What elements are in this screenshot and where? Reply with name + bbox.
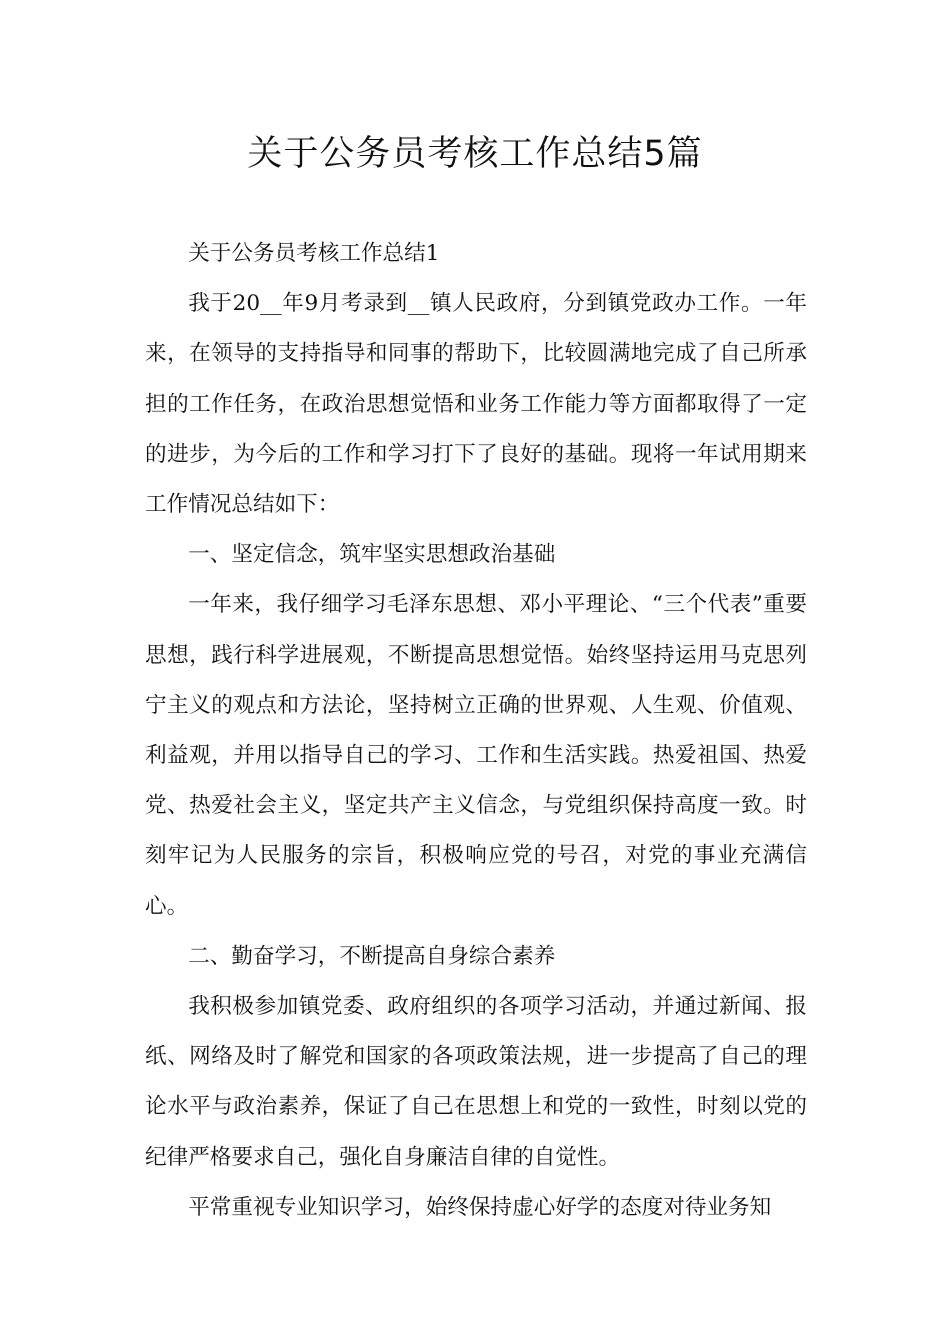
section-heading-belief: 一、坚定信念，筑牢坚实思想政治基础	[188, 542, 556, 568]
section-heading-study: 二、勤奋学习，不断提高自身综合素养	[188, 943, 556, 969]
document-title: 关于公务员考核工作总结5篇	[247, 134, 703, 174]
section-heading-summary-1: 关于公务员考核工作总结1	[188, 241, 440, 266]
document-body	[145, 229, 807, 1233]
paragraph-professional-knowledge: 平常重视专业知识学习，始终保持虚心好学的态度对待业务知	[188, 1194, 772, 1220]
paragraph-belief: 一年来，我仔细学习毛泽东思想、邓小平理论、“三个代表”重要思想，践行科学进展观，不断提高思想觉悟。始终坚持运用马克思列宁主义的观点和方法论，坚持树立正确的世界观、人生观、价值观、利益观，并用以指导自己的学习、工作和生活实践。热爱祖国、热爱党、热爱社会主义，坚定共产主义信念，与党组织保持高度一致。时刻牢记为人民服务的宗旨，积极响应党的号召，对党的事业充满信心。	[145, 592, 807, 919]
paragraph-study: 我积极参加镇党委、政府组织的各项学习活动，并通过新闻、报纸、网络及时了解党和国家的各项政策法规，进一步提高了自己的理论水平与政治素养，保证了自己在思想上和党的一致性，时刻以党的纪律严格要求自己，强化自身廉洁自律的自觉性。	[145, 994, 807, 1170]
paragraph-intro: 我于20__年9月考录到__镇人民政府，分到镇党政办工作。一年来，在领导的支持指导和同事的帮助下，比较圆满地完成了自己所承担的工作任务，在政治思想觉悟和业务工作能力等方面都取得了一定的进步，为今后的工作和学习打下了良好的基础。现将一年试用期来工作情况总结如下：	[145, 291, 807, 518]
